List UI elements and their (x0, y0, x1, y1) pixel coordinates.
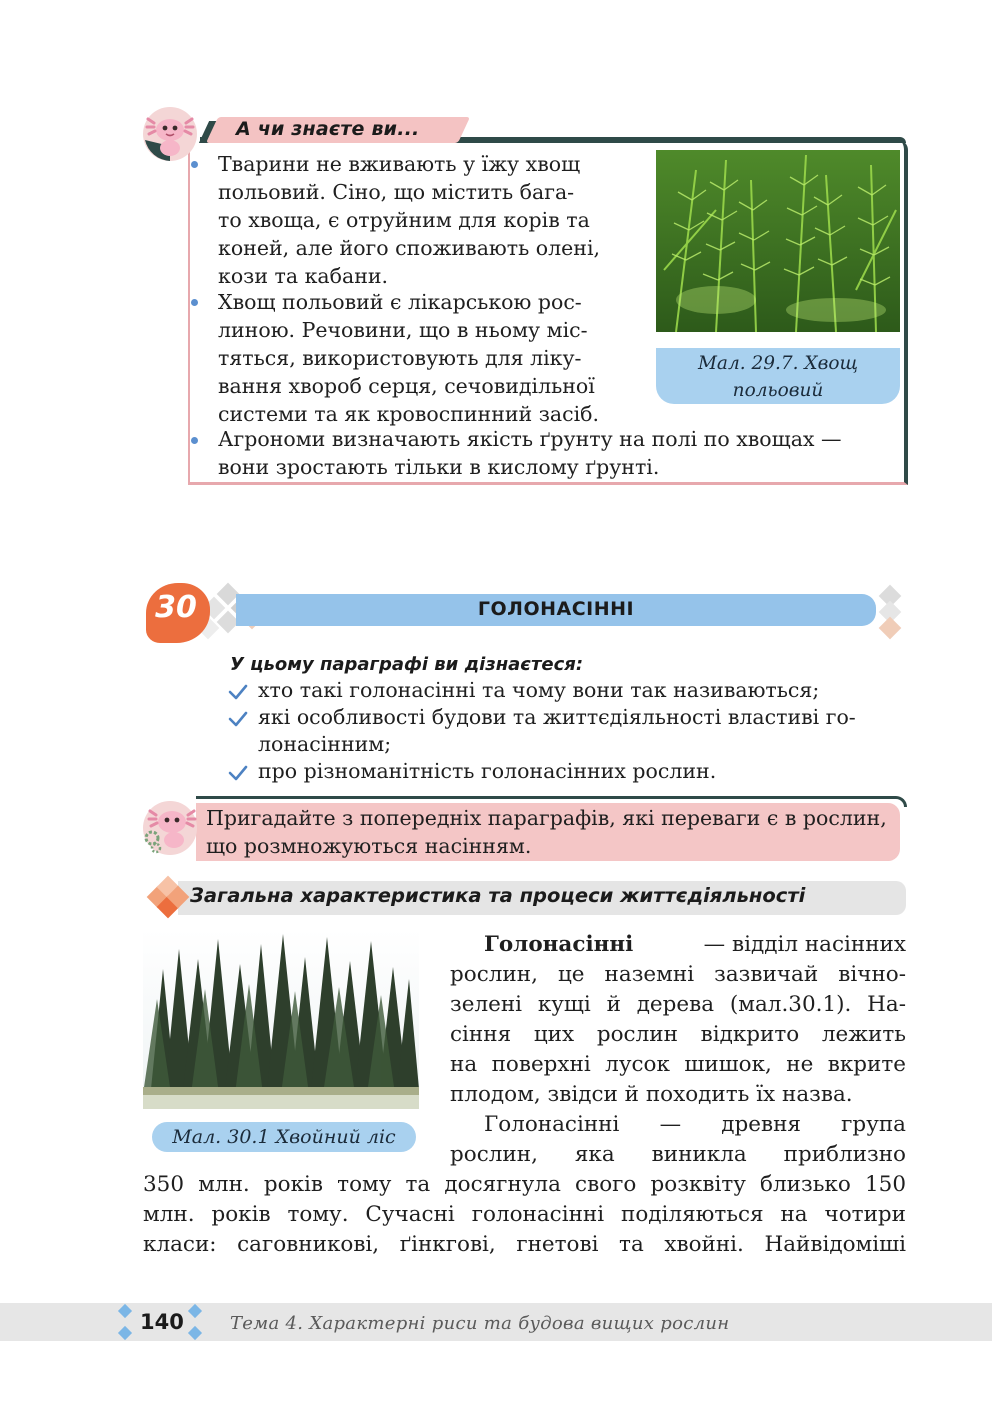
bullet-dot (191, 161, 198, 168)
fact-3-line: Агрономи визначають якість ґрунту на полі по хвощах — (218, 427, 842, 451)
fact-1-line: Тварини не вживають у їжу хвощ (218, 152, 581, 176)
fact-3 (218, 425, 842, 481)
fact-2-line: Хвощ польовий є лікарською рос- (218, 290, 582, 314)
fact-3-line: вони зростають тільки в кислому ґрунті. (218, 455, 660, 479)
body-line: млн. років тому. Сучасні голонасінні поділяються на чотири (143, 1202, 906, 1227)
body-wide-column (143, 1170, 906, 1260)
learn-item (258, 704, 856, 758)
fact-2-line: системи та як кровоспинний засіб. (218, 402, 600, 426)
body-text: — відділ насінних (703, 932, 906, 957)
bullet-dot (191, 437, 198, 444)
fact-1 (218, 150, 600, 290)
body-line: класи: саговникові, ґінкгові, гнетові та хвойні. Найвідоміші (143, 1232, 906, 1257)
learn-item (258, 758, 716, 785)
decor-diamond (879, 617, 902, 640)
axolotl-mascot-icon (142, 800, 198, 856)
body-line: сіння цих рослин відкрито лежить (450, 1022, 906, 1047)
checkmark-icon (228, 711, 248, 727)
learn-item-line: про різноманітність голонасінних рослин. (258, 759, 717, 783)
fact-1-line: польовий. Сіно, що містить бага- (218, 180, 575, 204)
body-line: на поверхні лусок шишок, не вкрите (450, 1052, 906, 1077)
body-line: плодом, звідси й походить їх назва. (450, 1082, 853, 1107)
fact-1-line: то хвоща, є отруйним для корів та (218, 208, 590, 232)
paragraph-number: 30 (155, 590, 197, 625)
body-line: рослин, це наземні зазвичай вічно- (450, 962, 906, 987)
bullet-dot (191, 299, 198, 306)
learn-intro: У цьому параграфі ви дізнаєтеся: (230, 654, 584, 675)
page-number: 140 (140, 1310, 184, 1334)
body-line: 350 млн. років тому та досягнула свого розквіту близько 150 (143, 1172, 906, 1197)
body-narrow-column (450, 960, 906, 1170)
did-you-know-title: А чи знаєте ви... (236, 118, 420, 140)
body-line: зелені кущі й дерева (мал.30.1). На- (450, 992, 906, 1017)
fact-2-line: вання хвороб серця, сечовидільної (218, 374, 595, 398)
fact-1-line: коней, але його споживають олені, (218, 236, 601, 260)
fact-2 (218, 288, 599, 428)
term-highlight: Голонасінні (484, 932, 634, 957)
figure-caption: Мал. 30.1 Хвойний ліс (152, 1122, 416, 1152)
learn-item-line: які особливості будови та життєдіяльності властиві го- (258, 705, 856, 729)
fact-1-line: кози та кабани. (218, 264, 389, 288)
recall-line: що розмножуються насінням. (206, 834, 532, 858)
body-line: рослин, яка виникла приблизно (450, 1142, 906, 1167)
horsetail-photo (656, 150, 900, 332)
learn-item-line: хто такі голонасінні та чому вони так називаються; (258, 678, 820, 702)
figure-caption-line: Мал. 29.7. Хвощ (697, 353, 859, 374)
footer-topic: Тема 4. Характерні риси та будова вищих рослин (230, 1313, 730, 1334)
checkmark-icon (228, 684, 248, 700)
body-line: Голонасінні — древня група (484, 1112, 906, 1137)
figure-caption-line: польовий (732, 380, 824, 401)
recall-line: Пригадайте з попередніх параграфів, які переваги є в рослин, (206, 806, 887, 830)
checkmark-icon (228, 765, 248, 781)
learn-item (258, 677, 819, 704)
fact-2-line: линою. Речовини, що в ньому міс- (218, 318, 588, 342)
recall-text (206, 804, 896, 860)
paragraph-title: ГОЛОНАСІННІ (477, 598, 635, 620)
conifer-forest-photo (143, 929, 419, 1109)
section-title: Загальна характеристика та процеси життєдіяльності (190, 884, 806, 907)
learn-item-line: лонасінним; (258, 732, 392, 756)
body-first-line (484, 930, 906, 960)
axolotl-mascot-icon (142, 106, 198, 162)
figure-caption (656, 350, 900, 404)
fact-2-line: тяться, використовують для ліку- (218, 346, 582, 370)
